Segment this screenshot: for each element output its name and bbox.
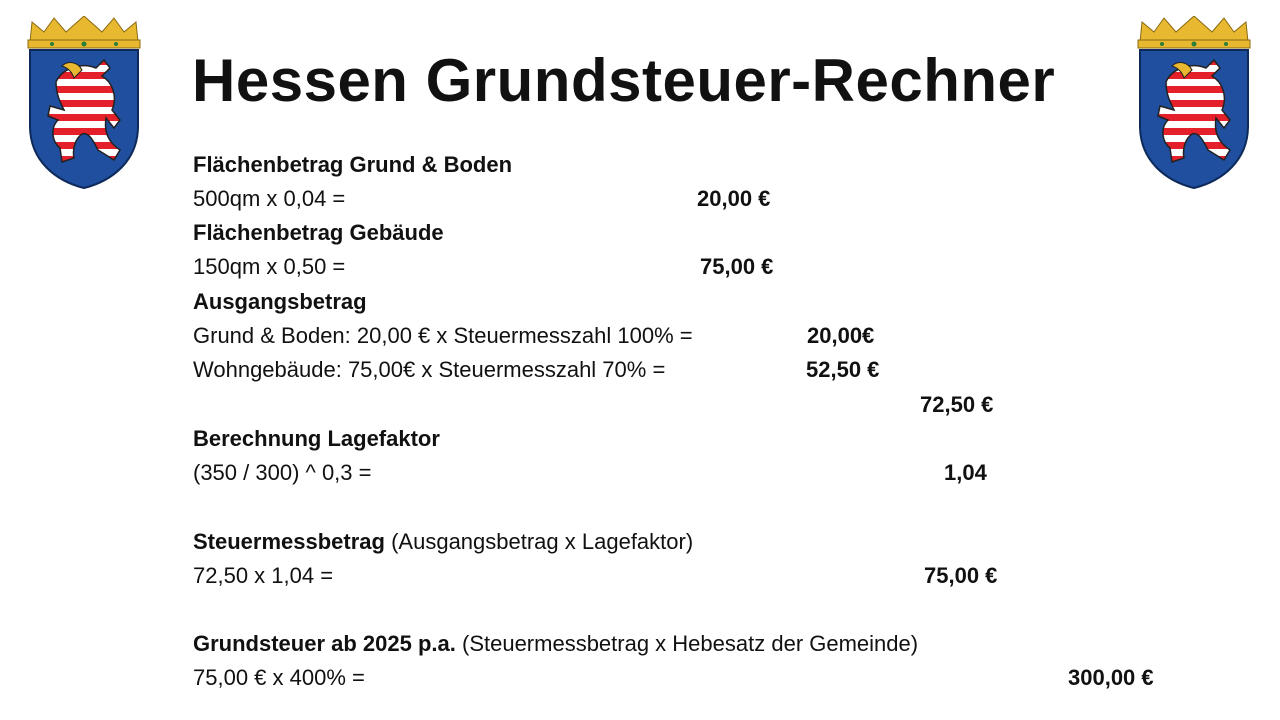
result-ausgang-grund: 20,00€	[807, 323, 875, 348]
hessen-coat-of-arms-left-icon	[22, 16, 146, 192]
calc-steuermess: 72,50 x 1,04 =	[193, 563, 334, 588]
heading-lagefaktor: Berechnung Lagefaktor	[193, 426, 440, 451]
calc-grundsteuer: 75,00 € x 400% =	[193, 665, 365, 690]
calc-ausgang-grund: Grund & Boden: 20,00 € x Steuermesszahl 100% =	[193, 323, 693, 348]
heading-steuermess-note: (Ausgangsbetrag x Lagefaktor)	[384, 529, 694, 554]
heading-grundsteuer	[193, 629, 918, 659]
heading-grundsteuer-bold: Grundsteuer ab 2025 p.a.	[193, 631, 456, 656]
total-ausgang: 72,50 €	[920, 392, 994, 417]
heading-flaeche-gebaeude: Flächenbetrag Gebäude	[193, 220, 444, 245]
result-flaeche-grund: 20,00 €	[697, 186, 771, 211]
result-steuermess: 75,00 €	[924, 563, 998, 588]
result-flaeche-gebaeude: 75,00 €	[700, 254, 774, 279]
calc-lagefaktor: (350 / 300) ^ 0,3 =	[193, 460, 372, 485]
calc-flaeche-gebaeude: 150qm x 0,50 =	[193, 254, 346, 279]
hessen-coat-of-arms-right-icon	[1132, 16, 1256, 192]
heading-steuermess	[193, 527, 693, 557]
result-grundsteuer: 300,00 €	[1068, 665, 1154, 690]
result-lagefaktor: 1,04	[944, 460, 987, 485]
heading-grundsteuer-note: (Steuermessbetrag x Hebesatz der Gemeinde)	[455, 631, 919, 656]
page-title: Hessen Grundsteuer-Rechner	[192, 47, 1056, 114]
calc-ausgang-wohn: Wohngebäude: 75,00€ x Steuermesszahl 70% =	[193, 357, 666, 382]
heading-steuermess-bold: Steuermessbetrag	[193, 529, 385, 554]
heading-ausgang: Ausgangsbetrag	[193, 289, 367, 314]
heading-flaeche-grund: Flächenbetrag Grund & Boden	[193, 152, 513, 177]
calc-flaeche-grund: 500qm x 0,04 =	[193, 186, 346, 211]
result-ausgang-wohn: 52,50 €	[806, 357, 880, 382]
